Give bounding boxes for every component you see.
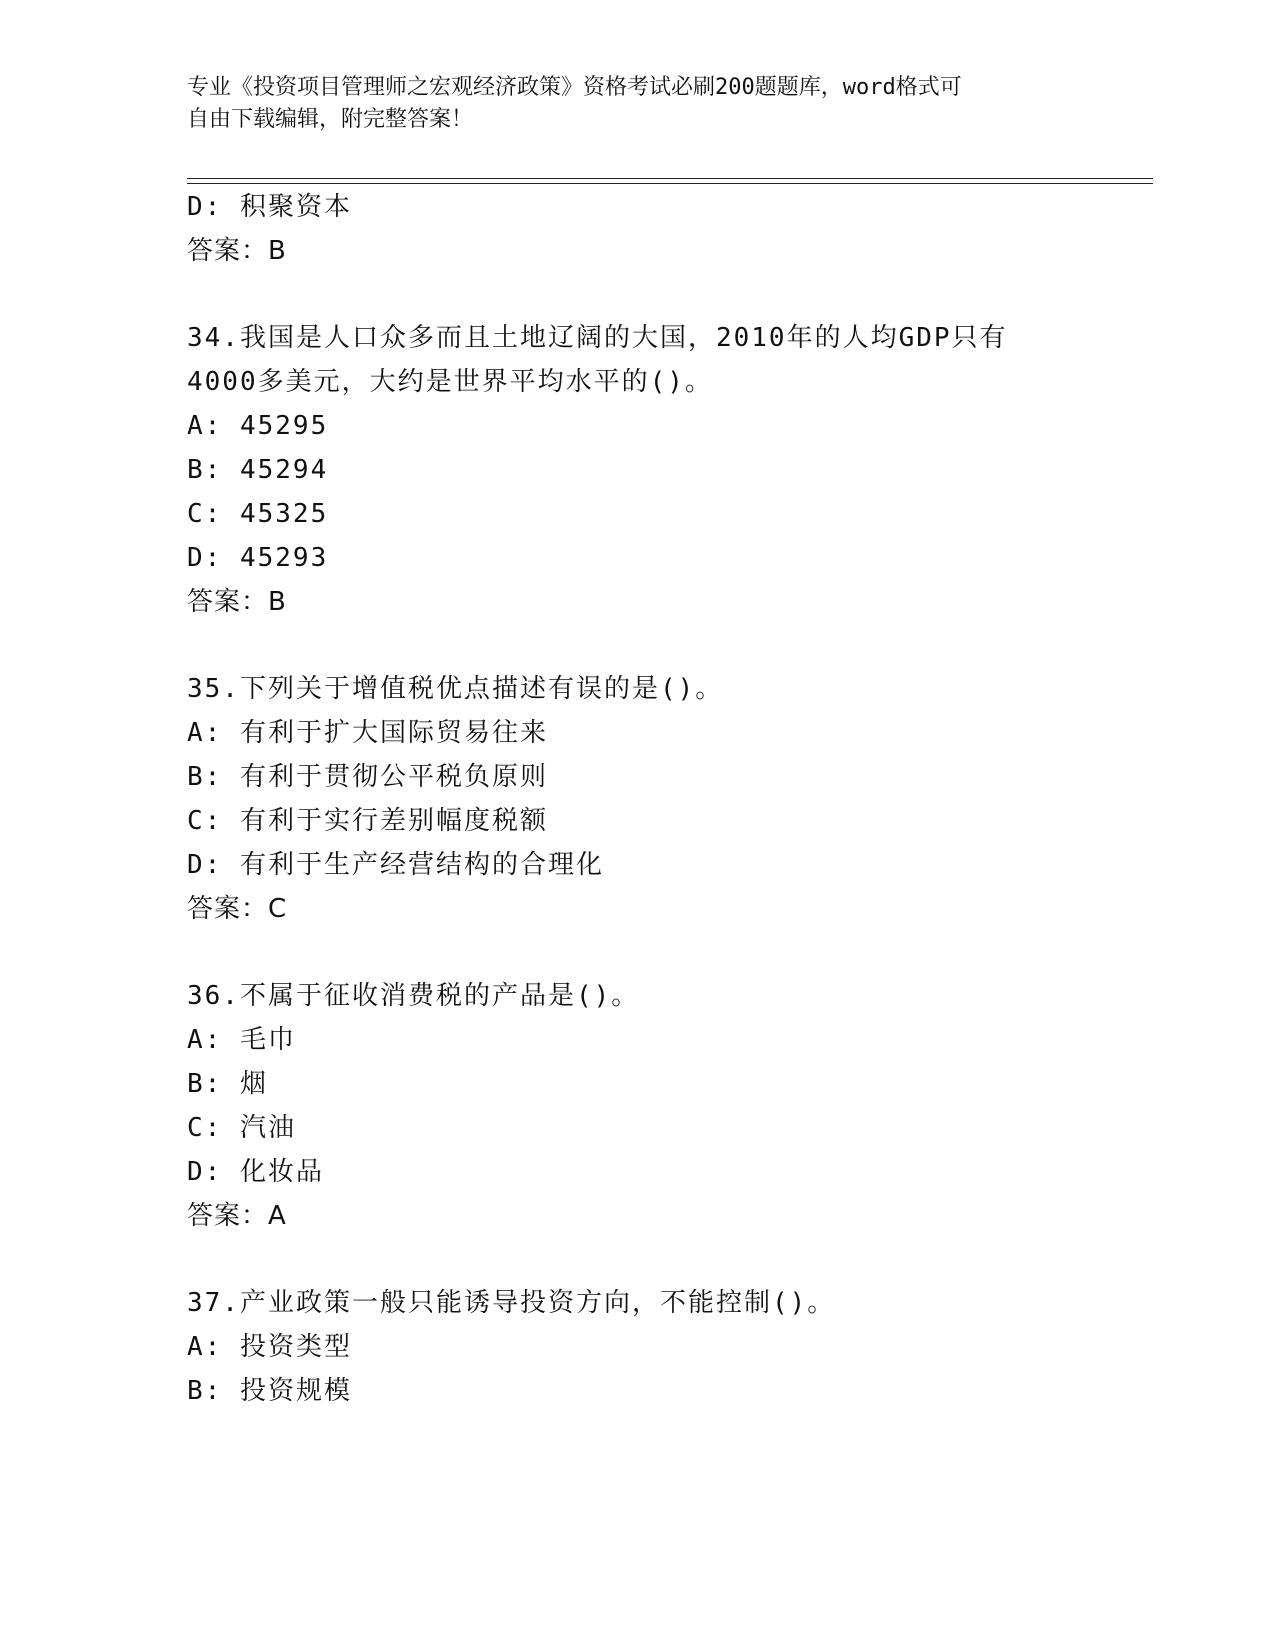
q36-stem: 36.不属于征收消费税的产品是()。 xyxy=(187,981,640,1011)
q35-option-c: C: 有利于实行差别幅度税额 xyxy=(187,806,548,836)
q34-stem-line-1: 34.我国是人口众多而且土地辽阔的大国，2010年的人均GDP只有 xyxy=(187,323,1008,353)
q34-option-a: A: 45295 xyxy=(187,411,329,441)
q33-answer: 答案：B xyxy=(187,236,287,266)
document-header xyxy=(187,72,1067,136)
q35-option-b: B: 有利于贯彻公平税负原则 xyxy=(187,762,548,792)
q33-option-d: D: 积聚资本 xyxy=(187,192,352,222)
q37-option-b: B: 投资规模 xyxy=(187,1376,352,1406)
header-line-1: 专业《投资项目管理师之宏观经济政策》资格考试必刷200题题库，word格式可 xyxy=(187,75,962,100)
q34-option-c: C: 45325 xyxy=(187,499,329,529)
q35-option-a: A: 有利于扩大国际贸易往来 xyxy=(187,718,548,748)
q34-option-d: D: 45293 xyxy=(187,543,329,573)
header-line-2: 自由下载编辑，附完整答案！ xyxy=(187,107,474,132)
header-divider-bottom xyxy=(187,183,1153,184)
q36-option-c: C: 汽油 xyxy=(187,1113,296,1143)
q36-answer: 答案：A xyxy=(187,1201,287,1231)
q35-stem: 35.下列关于增值税优点描述有误的是()。 xyxy=(187,674,724,704)
q35-answer: 答案：C xyxy=(187,894,288,924)
q37-option-a: A: 投资类型 xyxy=(187,1332,352,1362)
q37-stem: 37.产业政策一般只能诱导投资方向，不能控制()。 xyxy=(187,1288,836,1318)
q34-option-b: B: 45294 xyxy=(187,455,329,485)
q34-answer: 答案：B xyxy=(187,587,287,617)
q36-option-d: D: 化妆品 xyxy=(187,1157,324,1187)
q34-stem-line-2: 4000多美元，大约是世界平均水平的()。 xyxy=(187,367,713,397)
q36-option-a: A: 毛巾 xyxy=(187,1025,296,1055)
q35-option-d: D: 有利于生产经营结构的合理化 xyxy=(187,850,604,880)
q36-option-b: B: 烟 xyxy=(187,1069,268,1099)
header-divider-top xyxy=(187,178,1153,179)
